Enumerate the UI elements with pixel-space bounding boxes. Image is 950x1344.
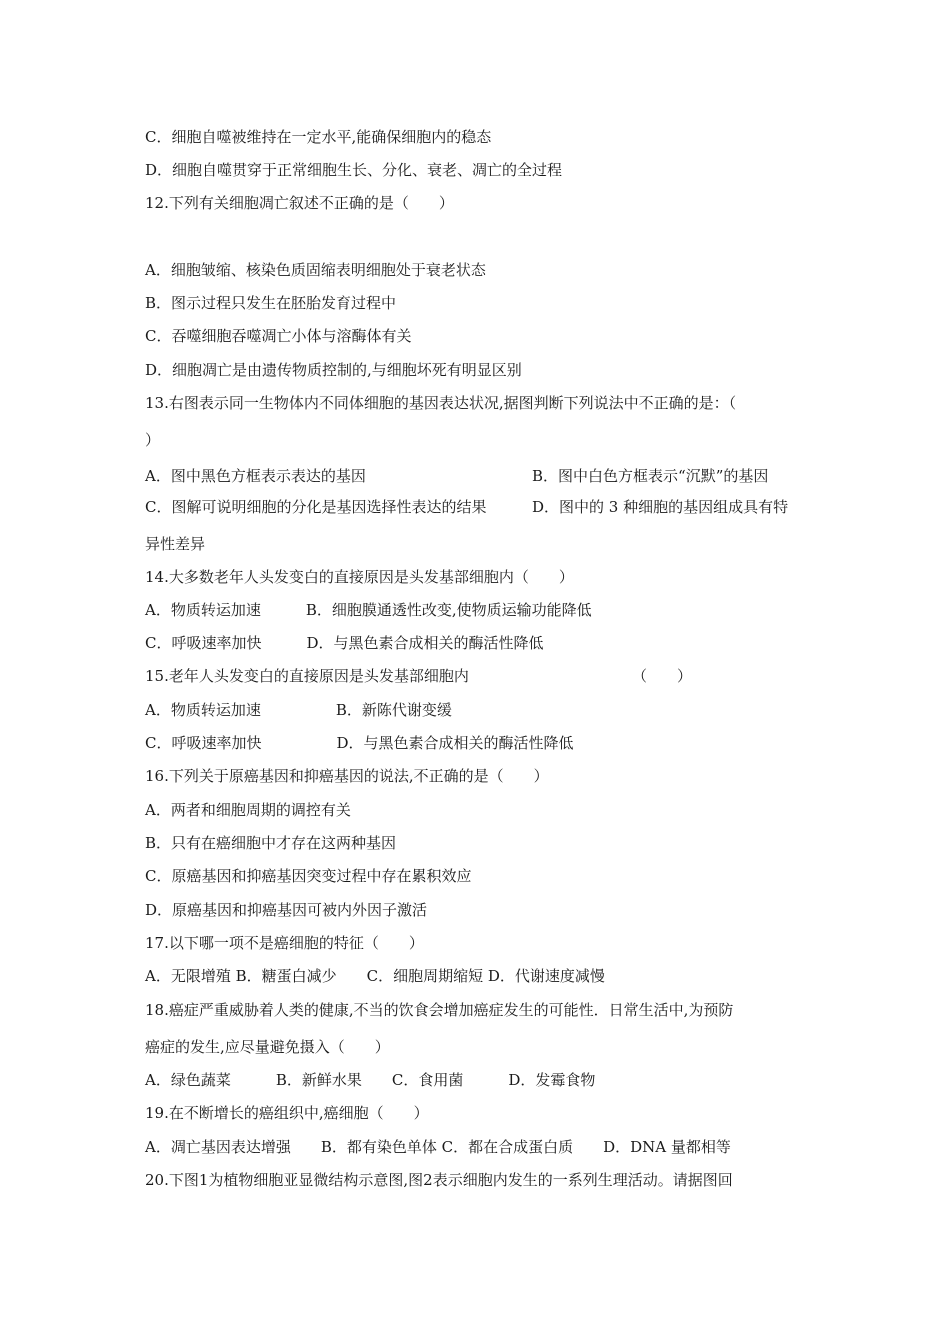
q14-stem: 14.大多数老年人头发变白的直接原因是头发基部细胞内（ ） <box>145 568 574 586</box>
q12-stem: 12.下列有关细胞凋亡叙述不正确的是（ ） <box>145 194 454 212</box>
q18-options: A．绿色蔬菜 B．新鲜水果 C．食用菌 D．发霉食物 <box>145 1071 596 1089</box>
q15-answer-paren: （ ） <box>632 667 693 685</box>
q12-option-c: C．吞噬细胞吞噬凋亡小体与溶酶体有关 <box>145 327 412 345</box>
q17-stem: 17.以下哪一项不是癌细胞的特征（ ） <box>145 934 424 952</box>
q11-option-d: D．细胞自噬贯穿于正常细胞生长、分化、衰老、凋亡的全过程 <box>145 161 563 179</box>
q19-stem: 19.在不断增长的癌组织中,癌细胞（ ） <box>145 1104 429 1122</box>
q13-option-c: C．图解可说明细胞的分化是基因选择性表达的结果 <box>145 498 487 516</box>
q16-option-d: D．原癌基因和抑癌基因可被内外因子激活 <box>145 901 428 919</box>
q14-options-cd: C．呼吸速率加快 D．与黑色素合成相关的酶活性降低 <box>145 634 544 652</box>
q13-option-a: A．图中黑色方框表示表达的基因 <box>145 467 366 485</box>
q13-option-b: B．图中白色方框表示“沉默”的基因 <box>532 467 769 485</box>
q18-stem: 18.癌症严重威胁着人类的健康,不当的饮食会增加癌症发生的可能性．日常生活中,为预防 <box>145 1001 734 1019</box>
q15-stem: 15.老年人头发变白的直接原因是头发基部细胞内 <box>145 667 469 685</box>
q16-option-b: B．只有在癌细胞中才存在这两种基因 <box>145 834 397 852</box>
q15-options-ab: A．物质转运加速 B．新陈代谢变缓 <box>145 701 452 719</box>
q19-options: A．凋亡基因表达增强 B．都有染色单体 C．都在合成蛋白质 D．DNA 量都相等 <box>145 1138 731 1156</box>
q20-stem: 20.下图1为植物细胞亚显微结构示意图,图2表示细胞内发生的一系列生理活动。请据图回 <box>145 1171 733 1189</box>
q13-option-d-cont: 异性差异 <box>145 535 206 553</box>
q12-option-b: B．图示过程只发生在胚胎发育过程中 <box>145 294 397 312</box>
q11-option-c: C．细胞自噬被维持在一定水平,能确保细胞内的稳态 <box>145 128 492 146</box>
q17-options: A．无限增殖 B．糖蛋白减少 C．细胞周期缩短 D．代谢速度减慢 <box>145 967 605 985</box>
q13-option-d: D．图中的 3 种细胞的基因组成具有特 <box>532 498 789 516</box>
q12-option-a: A．细胞皱缩、核染色质固缩表明细胞处于衰老状态 <box>145 261 486 279</box>
q18-stem-cont: 癌症的发生,应尽量避免摄入（ ） <box>145 1038 390 1056</box>
q16-option-a: A．两者和细胞周期的调控有关 <box>145 801 351 819</box>
q12-option-d: D．细胞凋亡是由遗传物质控制的,与细胞坏死有明显区别 <box>145 361 522 379</box>
q16-option-c: C．原癌基因和抑癌基因突变过程中存在累积效应 <box>145 867 472 885</box>
q14-options-ab: A．物质转运加速 B．细胞膜通透性改变,使物质运输功能降低 <box>145 601 592 619</box>
q15-options-cd: C．呼吸速率加快 D．与黑色素合成相关的酶活性降低 <box>145 734 574 752</box>
q13-stem: 13.右图表示同一生物体内不同体细胞的基因表达状况,据图判断下列说法中不正确的是：（ <box>145 394 737 412</box>
q16-stem: 16.下列关于原癌基因和抑癌基因的说法,不正确的是（ ） <box>145 767 549 785</box>
q13-stem-close: ） <box>145 431 161 449</box>
